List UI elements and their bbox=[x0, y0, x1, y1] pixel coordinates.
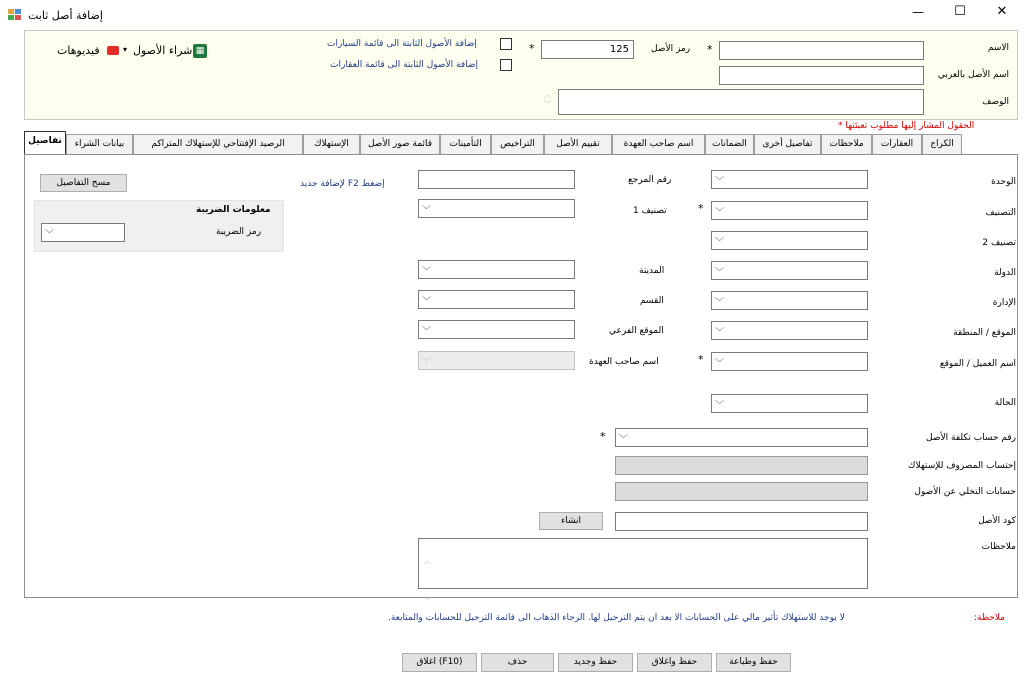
country-label: الدولة bbox=[994, 268, 1016, 278]
tax-code-label: رمز الضريبة bbox=[216, 227, 262, 237]
tab-garage[interactable]: الكراج bbox=[922, 134, 962, 154]
asset-code2-input[interactable] bbox=[615, 512, 868, 531]
f2-hint: إضغط F2 لإضافة جديد bbox=[300, 179, 385, 189]
asset-code-input[interactable] bbox=[541, 40, 634, 59]
chevron-down-icon: ﹀ bbox=[422, 267, 432, 277]
save-close-button[interactable]: حفظ واغلاق bbox=[637, 653, 712, 672]
category1-select[interactable] bbox=[418, 199, 575, 218]
chevron-down-icon: ﹀ bbox=[715, 268, 725, 278]
custodian-label: اسم صاحب العهدة bbox=[589, 357, 659, 367]
realestate-checkbox[interactable] bbox=[500, 59, 512, 71]
status-label: الحالة bbox=[994, 398, 1016, 408]
buy-assets-link[interactable]: شراء الأصول bbox=[133, 44, 193, 57]
section-label: القسم bbox=[640, 296, 664, 306]
tab-depreciation[interactable]: الإستهلاك bbox=[303, 134, 360, 154]
department-select[interactable] bbox=[711, 291, 868, 310]
tab-insurance[interactable]: التأمينات bbox=[440, 134, 491, 154]
depreciation-expense-field bbox=[615, 456, 868, 475]
chevron-down-icon: ﹀ bbox=[715, 177, 725, 187]
depreciation-expense-label: إحتساب المصروف للإستهلاك bbox=[908, 461, 1016, 471]
disposal-accounts-field bbox=[615, 482, 868, 501]
footer-note-text: لا يوجد للاستهلاك تأثير مالي على الحسابات الا بعد ان يتم الترحيل لها. الرجاء الذهاب الى قائمة الترحيل للحسابات والمتابعة. bbox=[388, 613, 845, 623]
reference-no-input[interactable] bbox=[418, 170, 575, 189]
asset-code-required-star: * bbox=[529, 42, 535, 55]
cars-checkbox-label: إضافة الأصول الثابتة الى قائمة السيارات bbox=[327, 39, 477, 49]
tab-purchase-data[interactable]: بيانات الشراء bbox=[66, 134, 133, 154]
category2-select[interactable] bbox=[711, 231, 868, 250]
unit-select[interactable] bbox=[711, 170, 868, 189]
name-input[interactable] bbox=[719, 41, 924, 60]
section-select[interactable] bbox=[418, 290, 575, 309]
required-note: الحقول المشار إليها مطلوب تعبئتها * bbox=[838, 121, 975, 131]
tab-warranties[interactable]: الضمانات bbox=[705, 134, 754, 154]
region-label: الموقع / المنطقة bbox=[953, 328, 1016, 338]
category-required-star: * bbox=[698, 202, 704, 215]
chevron-down-icon: ﹀ bbox=[715, 238, 725, 248]
notes-scroll-icon[interactable]: ︿ ﹀ bbox=[424, 557, 431, 605]
chevron-down-icon: ﹀ bbox=[45, 230, 55, 240]
save-new-button[interactable]: حفظ وجديد bbox=[558, 653, 633, 672]
chevron-down-icon: ﹀ bbox=[715, 208, 725, 218]
footer-note-label: ملاحظة: bbox=[974, 613, 1005, 623]
category-label: التصنيف bbox=[985, 208, 1016, 218]
client-site-required-star: * bbox=[698, 353, 704, 366]
chevron-down-icon: ﹀ bbox=[422, 297, 432, 307]
asset-code2-label: كود الأصل bbox=[978, 516, 1016, 526]
category-select[interactable] bbox=[711, 201, 868, 220]
region-select[interactable] bbox=[711, 321, 868, 340]
excel-icon: ▦ bbox=[193, 44, 207, 58]
unit-label: الوحدة bbox=[991, 177, 1016, 187]
name-label: الاسم bbox=[987, 43, 1009, 53]
tab-custodian[interactable]: اسم صاحب العهدة bbox=[612, 134, 705, 154]
generate-button[interactable]: انشاء bbox=[539, 512, 603, 530]
clear-details-button[interactable]: مسح التفاصيل bbox=[40, 174, 127, 192]
cost-account-required-star: * bbox=[600, 430, 606, 443]
cost-account-label: رقم حساب تكلفة الأصل bbox=[926, 433, 1016, 443]
chevron-down-icon: ﹀ bbox=[422, 358, 432, 368]
sub-site-select[interactable] bbox=[418, 320, 575, 339]
chevron-down-icon: ﹀ bbox=[422, 206, 432, 216]
status-select[interactable] bbox=[711, 394, 868, 413]
category2-label: تصنيف 2 bbox=[982, 238, 1016, 248]
chevron-down-icon: ﹀ bbox=[715, 401, 725, 411]
cost-account-select[interactable] bbox=[615, 428, 868, 447]
sub-site-label: الموقع الفرعي bbox=[609, 326, 664, 336]
tab-opening-balance[interactable]: الرصيد الإفتتاحي للإستهلاك المتراكم bbox=[133, 134, 303, 154]
window-title: إضافة أصل ثابت bbox=[28, 9, 103, 22]
header-panel bbox=[24, 30, 1018, 120]
tab-asset-images[interactable]: قائمة صور الأصل bbox=[360, 134, 440, 154]
tax-info-title: معلومات الضريبة bbox=[196, 205, 271, 215]
close-icon[interactable]: ✕ bbox=[996, 4, 1008, 19]
city-label: المدينة bbox=[639, 266, 665, 276]
country-select[interactable] bbox=[711, 261, 868, 280]
close-button[interactable]: اغلاق (F10) bbox=[402, 653, 477, 672]
maximize-icon[interactable]: ☐ bbox=[954, 4, 966, 19]
tab-notes[interactable]: ملاحظات bbox=[821, 134, 872, 154]
category1-label: تصنيف 1 bbox=[633, 206, 667, 216]
save-print-button[interactable]: حفظ وطباعة bbox=[716, 653, 791, 672]
asset-code-value: 125 bbox=[609, 44, 629, 55]
videos-link[interactable]: فيديوهات bbox=[57, 44, 100, 57]
tax-code-select[interactable] bbox=[41, 223, 125, 242]
disposal-accounts-label: حسابات التخلي عن الأصول bbox=[914, 487, 1016, 497]
cars-checkbox[interactable] bbox=[500, 38, 512, 50]
tab-realestate[interactable]: العقارات bbox=[872, 134, 922, 154]
chevron-down-icon: ﹀ bbox=[715, 359, 725, 369]
tab-other-details[interactable]: تفاصيل أخرى bbox=[754, 134, 821, 154]
dropdown-arrow-icon[interactable]: ▾ bbox=[123, 45, 128, 54]
description-input[interactable] bbox=[558, 89, 924, 115]
chevron-down-icon: ﹀ bbox=[619, 435, 629, 445]
department-label: الإدارة bbox=[992, 298, 1016, 308]
chevron-down-icon: ﹀ bbox=[715, 298, 725, 308]
chevron-down-icon: ﹀ bbox=[715, 328, 725, 338]
description-label: الوصف bbox=[982, 97, 1009, 107]
city-select[interactable] bbox=[418, 260, 575, 279]
client-site-label: اسم العميل / الموقع bbox=[939, 359, 1016, 369]
app-icon bbox=[8, 9, 22, 21]
chevron-down-icon: ﹀ bbox=[422, 327, 432, 337]
client-site-select[interactable] bbox=[711, 352, 868, 371]
reference-no-label: رقم المرجع bbox=[628, 175, 672, 185]
tab-asset-valuation[interactable]: تقييم الأصل bbox=[544, 134, 612, 154]
name-required-star: * bbox=[707, 43, 713, 56]
asset-code-label: رمز الأصل bbox=[651, 44, 691, 54]
youtube-icon bbox=[107, 46, 119, 55]
realestate-checkbox-label: إضافة الأصول الثابتة الى قائمة العقارات bbox=[330, 60, 479, 70]
tab-licenses[interactable]: التراخيص bbox=[491, 134, 544, 154]
notes-textarea[interactable] bbox=[418, 538, 868, 589]
title-bar bbox=[0, 0, 1024, 30]
tab-details[interactable]: تفاصيل bbox=[24, 131, 66, 155]
custodian-select bbox=[418, 351, 575, 370]
minimize-icon[interactable]: — bbox=[912, 5, 924, 19]
description-scroll-icon[interactable]: ︿ ﹀ bbox=[544, 91, 551, 108]
notes-label: ملاحظات bbox=[981, 542, 1016, 552]
arabic-name-label: اسم الأصل بالعربي bbox=[937, 70, 1009, 80]
delete-button[interactable]: حذف bbox=[481, 653, 554, 672]
arabic-name-input[interactable] bbox=[719, 66, 924, 85]
